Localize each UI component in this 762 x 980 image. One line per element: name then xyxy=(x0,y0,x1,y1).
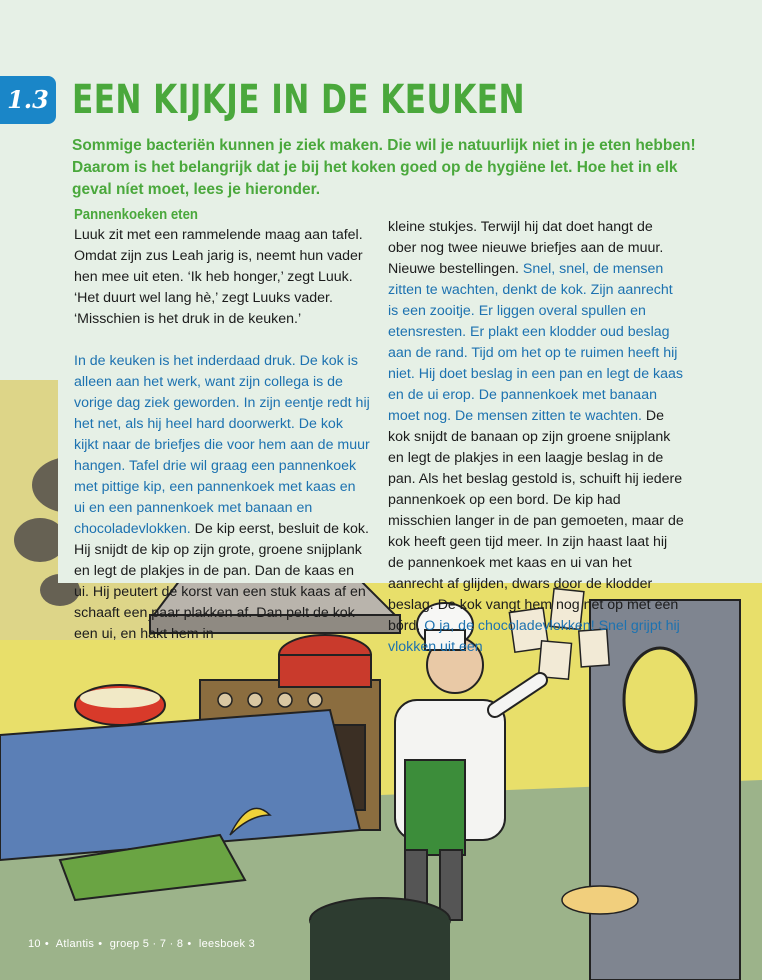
body-text: De kip eerst, besluit de kok. Hij snijdt de kip op zijn grote, groene snijplank en legt de plakjes in de pan. Dan de kaas en ui. Hij peutert de korst van een stuk kaas af en schaaft een paar plakken af. Dan pelt de kok een ui, en hakt hem in xyxy=(74,521,369,642)
subheading: Pannenkoeken eten xyxy=(74,206,198,223)
body-text: De kok snijdt de banaan op zijn groene snijplank en legt de plakjes in een laagje beslag in de pan. Als het beslag gestold is, schuift hij iedere pannenkoek op een bord. De kip had misschien langer in de pan gemoeten, maar de kok heeft geen tijd meer. In zijn haast laat hij de pannenkoek met kaas en ui van het aanrecht af glijden, dwars door de klodder beslag. De kok vangt hem nog net op met een bord. xyxy=(388,408,684,634)
page-footer: 10 • Atlantis • groep 5 · 7 · 8 • leesboek 3 xyxy=(28,938,256,950)
paragraph xyxy=(388,217,684,658)
book-group: groep 5 · 7 · 8 xyxy=(109,938,184,950)
spilled-batter xyxy=(562,886,638,914)
highlighted-text: In de keuken is het inderdaad druk. De kok is alleen aan het werk, want zijn collega is de vorige dag ziek geworden. In zijn eentje redt hij het net, als hij heel hard doorwerkt. De kok kijkt naar de briefjes die voor hem aan de muur hangen. Tafel drie wil graag een pannenkoek met pittige kip, een pannenkoek met kaas en ui en een pannenkoek met banaan en chocoladevlokken. xyxy=(74,353,370,537)
paragraph xyxy=(74,351,370,645)
book-title: Atlantis xyxy=(55,938,95,950)
book-volume: leesboek 3 xyxy=(198,938,256,950)
page-title: EEN KIJKJE IN DE KEUKEN xyxy=(72,77,526,123)
left-column xyxy=(74,205,370,645)
highlighted-text: Snel, snel, de mensen zitten te wachten, denkt de kok. Zijn aanrecht is een zooitje. Er liggen overal spullen en etensresten. Er plakt een klodder oud beslag aan de rand. Tijd om het op te ruimen heeft hij niet. Hij doet beslag in een pan en legt de kaas en de ui erop. De pannenkoek met banaan moet nog. De mensen zitten te wachten. xyxy=(388,261,683,424)
body-text: kleine stukjes. Terwijl hij dat doet hangt de ober nog twee nieuwe briefjes aan de muur. Nieuwe bestellingen. xyxy=(388,219,664,277)
intro-paragraph: Sommige bacteriën kunnen je ziek maken. Die wil je natuurlijk niet in je eten hebben! Daarom is het belangrijk dat je bij het koken goed op de hygiëne let. Hoe het in elk geval níet moet, lees je hieronder. xyxy=(72,137,696,198)
section-number-badge: 1.3 xyxy=(0,76,56,124)
paragraph: Luuk zit met een rammelende maag aan tafel. Omdat zijn zus Leah jarig is, neemt hun vader hen mee uit eten. ‘Ik heb honger,’ zegt Luuk. ‘Het duurt wel lang hè,’ zegt Luuks vader. ‘Misschien is het druk in de keuken.’ xyxy=(74,227,363,327)
door-window xyxy=(624,648,696,752)
page-number: 10 xyxy=(28,938,41,950)
right-column xyxy=(388,217,684,658)
highlighted-text: O ja, de chocoladevlokken! Snel grijpt hij vlokken uit een xyxy=(388,618,680,655)
story-text-panel xyxy=(58,205,762,655)
